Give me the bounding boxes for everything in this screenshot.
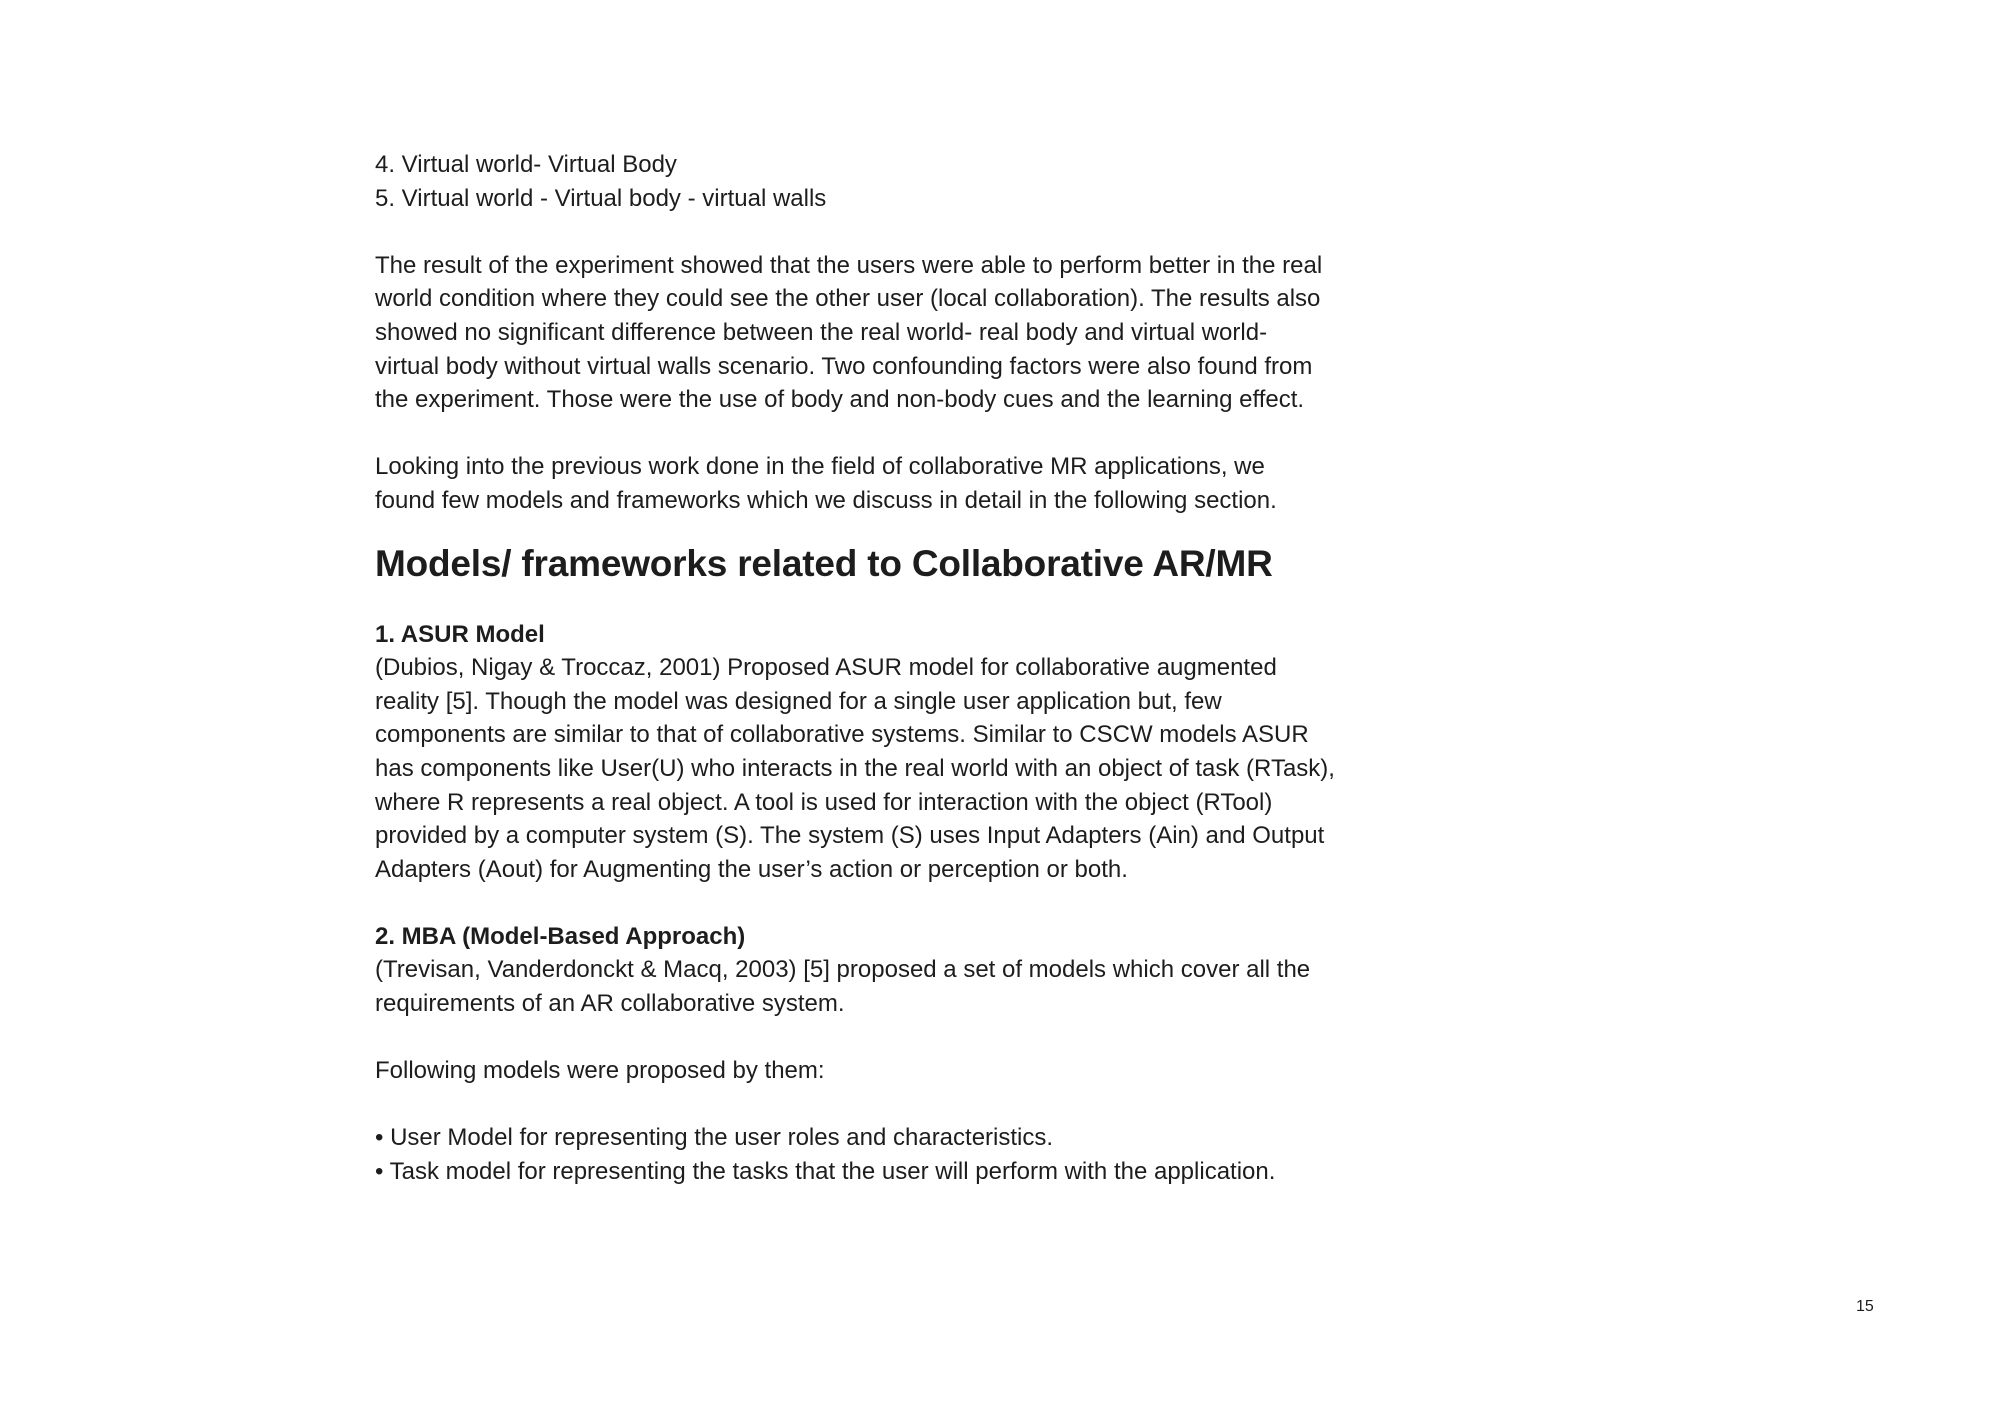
- heading-gap: [375, 588, 1355, 618]
- text-line: Looking into the previous work done in the field of collaborative MR applications, we: [375, 453, 1265, 481]
- text-line: components are similar to that of collaborative systems. Similar to CSCW models ASUR: [375, 721, 1309, 749]
- paragraph-experiment-result: [375, 249, 1355, 417]
- text-line: (Dubios, Nigay & Troccaz, 2001) Proposed ASUR model for collaborative augmented: [375, 654, 1277, 682]
- list-item: 5. Virtual world - Virtual body - virtual walls: [375, 184, 827, 212]
- bullet-list: [375, 1121, 1355, 1188]
- paragraph-gap: [375, 1088, 1355, 1122]
- models-intro: Following models were proposed by them:: [375, 1057, 825, 1085]
- text-line: The result of the experiment showed that the users were able to perform better in the real: [375, 251, 1323, 279]
- subsection-title-asur: 1. ASUR Model: [375, 620, 545, 648]
- subsection-title-mba: 2. MBA (Model-Based Approach): [375, 922, 746, 950]
- mba-model-section: [375, 920, 1355, 1021]
- bullet-item: • User Model for representing the user roles and characteristics.: [375, 1124, 1054, 1152]
- text-line: reality [5]. Though the model was designed for a single user application but, few: [375, 687, 1222, 715]
- paragraph-gap: [375, 1021, 1355, 1055]
- page-number: 15: [1856, 1298, 1874, 1315]
- text-line: (Trevisan, Vanderdonckt & Macq, 2003) [5] proposed a set of models which cover all the: [375, 956, 1311, 984]
- paragraph-gap: [375, 886, 1355, 920]
- page-content: [375, 148, 1355, 1189]
- text-line: found few models and frameworks which we discuss in detail in the following section.: [375, 486, 1277, 514]
- text-line: the experiment. Those were the use of body and non-body cues and the learning effect.: [375, 386, 1305, 414]
- paragraph-gap: [375, 417, 1355, 451]
- text-line: provided by a computer system (S). The system (S) uses Input Adapters (Ain) and Output: [375, 822, 1325, 850]
- text-line: virtual body without virtual walls scenario. Two confounding factors were also found from: [375, 352, 1313, 380]
- text-line: showed no significant difference between the real world- real body and virtual world-: [375, 318, 1268, 346]
- numbered-list-continued: [375, 148, 1355, 215]
- text-line: where R represents a real object. A tool is used for interaction with the object (RTool): [375, 788, 1273, 816]
- text-line: world condition where they could see the other user (local collaboration). The results also: [375, 285, 1321, 313]
- section-heading: Models/ frameworks related to Collaborative AR/MR: [375, 542, 1273, 584]
- bullet-item: • Task model for representing the tasks that the user will perform with the application.: [375, 1158, 1276, 1186]
- asur-model-section: [375, 618, 1355, 887]
- text-line: requirements of an AR collaborative system.: [375, 990, 845, 1018]
- list-item: 4. Virtual world- Virtual Body: [375, 151, 677, 178]
- text-line: has components like User(U) who interacts in the real world with an object of task (RTask),: [375, 754, 1335, 782]
- paragraph-gap: [375, 215, 1355, 249]
- text-line: Adapters (Aout) for Augmenting the user’s action or perception or both.: [375, 855, 1128, 883]
- paragraph-previous-work: [375, 450, 1355, 517]
